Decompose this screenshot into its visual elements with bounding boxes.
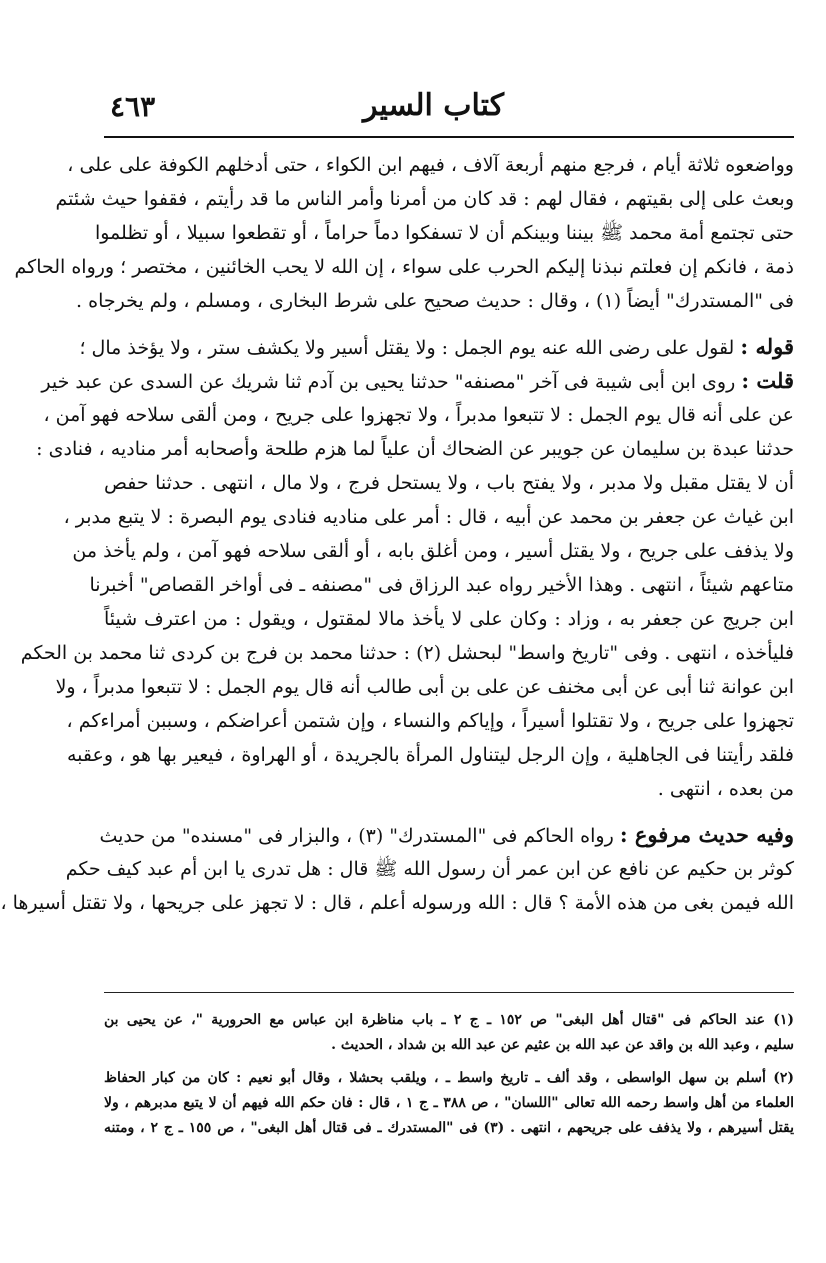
footnote-line: (٢) أسلم بن سهل الواسطى ، وقد ألف ـ تاريخ واسط ـ ، ويلقب بحشلا ، وقال أبو نعيم : كان من كبار الحفاظ [104,1070,794,1086]
text-line: ولا يذفف على جريح ، ولا يقتل أسير ، ومن أغلق بابه ، أو ألقى سلاحه فهو آمن ، ولم يأخذ من [72,540,794,562]
footnotes [104,1008,794,1141]
header-rule [104,136,794,138]
paragraph-lead: قلت : [741,368,794,393]
text-line: وواضعوه ثلاثة أيام ، فرجع منهم أربعة آلاف ، فيهم ابن الكواء ، حتى أدخلهم الكوفة على على ، [67,154,794,176]
footnote-rule [104,992,794,993]
chapter-title: كتاب السير [362,88,504,123]
text-line: كوثر بن حكيم عن نافع عن ابن عمر أن رسول الله ﷺ قال : هل تدرى يا ابن أم عبد كيف حكم [65,858,794,880]
text-line: وبعث على إلى بقيتهم ، فقال لهم : قد كان من أمرنا وأمر الناس ما قد رأيتم ، فقفوا حيث شئتم [55,188,794,210]
main-text [0,148,794,920]
text-line [99,818,794,852]
footnote-line: يقتل أسيرهم ، ولا يذفف على جريحهم ، انتهى . (٣) فى "المستدرك ـ فى قتال أهل البغى" ، ص ١٥٥ ـ ج ٢ ، ومتنه [104,1120,795,1136]
text-line: فى "المستدرك" أيضاً (١) ، وقال : حديث صحيح على شرط البخارى ، ومسلم ، ولم يخرجاه . [76,290,794,312]
line-rest: لقول على رضى الله عنه يوم الجمل : ولا يقتل أسير ولا يكشف ستر ، ولا يؤخذ مال ؛ [79,337,735,359]
text-line: فلقد رأيتنا فى الجاهلية ، وإن الرجل ليتناول المرأة بالجريدة ، أو الهراوة ، فيعير بها هو ، وعقبه [66,744,794,766]
text-line: متاعهم شيئاً ، انتهى . وهذا الأخير رواه عبد الرزاق فى "مصنفه ـ فى أواخر القصاص" أخبرنا [89,574,794,596]
text-line: أن لا يقتل مقبل ولا مدبر ، ولا يفتح باب ، ولا يستحل فرج ، ولا مال ، انتهى . حدثنا حفص [104,472,794,494]
text-line: ابن جريج عن جعفر به ، وزاد : وكان على لا يأخذ مالا لمقتول ، ويقول : من اعترف شيئاً [104,608,794,630]
paragraph-3 [20,364,794,806]
text-line [41,364,794,398]
line-rest: رواه الحاكم فى "المستدرك" (٣) ، والبزار فى "مسنده" من حديث [99,825,614,847]
paragraph-lead: قوله : [740,334,794,359]
line-rest: روى ابن أبى شيبة فى آخر "مصنفه" حدثنا يحيى بن آدم ثنا شريك عن السدى عن عبد خير [41,371,736,393]
paragraph-1 [14,148,794,318]
text-line: حدثنا عبدة بن سليمان عن جويبر عن الضحاك أن علياً لما هزم طلحة وأصحابه أمر مناديه ، فنادى : [36,438,794,460]
text-line: فليأخذه ، انتهى . وفى "تاريخ واسط" لبحشل (٢) : حدثنا محمد بن فرج بن كردى ثنا محمد بن الحكم [20,642,794,664]
page-number: ٤٦٣ [110,90,156,123]
paragraph-lead: وفيه حديث مرفوع : [619,822,794,847]
text-line: عن على أنه قال يوم الجمل : لا تتبعوا مدبراً ، ولا تجهزوا على جريح ، ومن ألقى سلاحه فهو آمن ، [43,404,794,426]
text-line: من بعده ، انتهى . [657,778,794,800]
text-line: تجهزوا على جريح ، ولا تقتلوا أسيراً ، وإياكم والنساء ، وإن شتمن أعراضكم ، وسببن أمراءكم ، [66,710,794,732]
text-line: الله فيمن بغى من هذه الأمة ؟ قال : الله ورسوله أعلم ، قال : لا تجهز على جريحها ، ولا تقتل أسيرها ، [0,892,794,914]
paragraph-2 [79,330,794,364]
text-line: ذمة ، فانكم إن فعلتم نبذنا إليكم الحرب على سواء ، إن الله لا يحب الخائنين ، مختصر ؛ ورواه الحاكم [14,256,794,278]
paragraph-4 [0,818,794,920]
page-header [104,88,794,134]
footnote-line: سليم ، وعبد الله بن واقد عن عبد الله بن عثيم عن عبد الله بن شداد ، الحديث . [331,1037,794,1053]
text-line: حتى تجتمع أمة محمد ﷺ بيننا وبينكم أن لا تسفكوا دماً حراماً ، أو تقطعوا سبيلا ، أو تظلموا [94,222,794,244]
text-line: ابن غياث عن جعفر بن محمد عن أبيه ، قال : أمر على مناديه فنادى يوم البصرة : لا يتبع مدبر ، [63,506,794,528]
text-line [79,330,794,364]
text-line: ابن عوانة ثنا أبى عن أبى مخنف عن على بن أبى طالب أنه قال يوم الجمل : لا تتبعوا مدبراً ، ولا [55,676,794,698]
footnote-line: (١) عند الحاكم فى "قتال أهل البغى" ص ١٥٢ ـ ج ٢ ـ باب مناظرة ابن عباس مع الحرورية "، عن يحيى بن [104,1012,795,1028]
footnote-line: العلماء من أهل واسط رحمه الله تعالى "اللسان" ، ص ٣٨٨ ـ ج ١ ، قال : فان حكم الله فيهم أن لا يتبع مدبرهم ، ولا [104,1095,794,1111]
